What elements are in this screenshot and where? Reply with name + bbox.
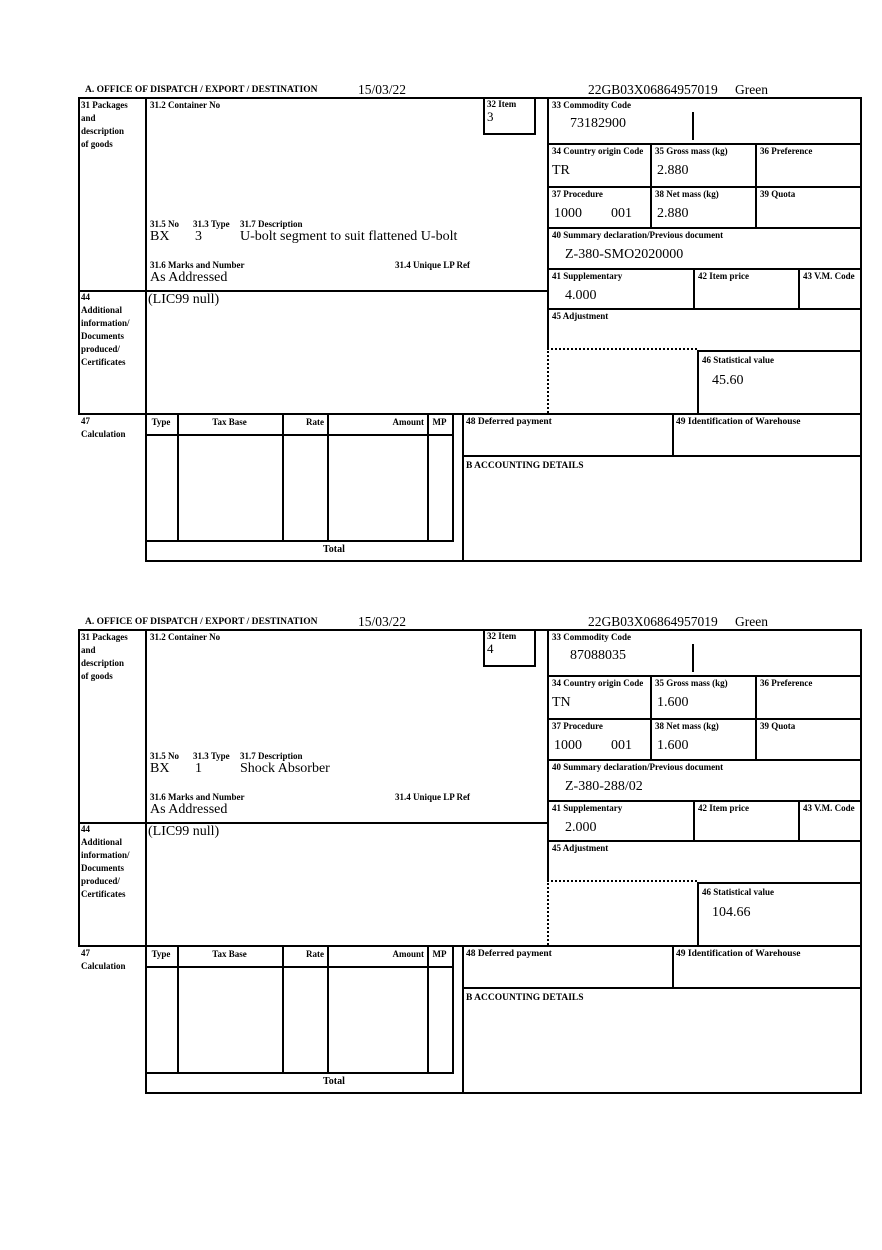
box31-caption: and bbox=[81, 113, 96, 123]
grid-line bbox=[693, 800, 695, 842]
grid-line bbox=[534, 97, 536, 135]
dotted-line bbox=[547, 880, 549, 945]
grid-line bbox=[78, 945, 862, 947]
procedure-ext-value: 001 bbox=[611, 738, 632, 753]
procedure-value: 1000 bbox=[554, 206, 582, 221]
dotted-line bbox=[547, 348, 549, 413]
grid-line bbox=[547, 759, 862, 761]
box31-caption: description bbox=[81, 658, 125, 668]
marks-and-number-value: As Addressed bbox=[150, 270, 228, 285]
grid-line bbox=[547, 186, 862, 188]
packages-no-value: BX bbox=[150, 761, 170, 776]
grid-line bbox=[755, 675, 757, 720]
box47-caption: Calculation bbox=[81, 429, 126, 439]
packages-no-label: 31.5 No bbox=[150, 751, 179, 761]
packages-type-label: 31.3 Type bbox=[193, 751, 230, 761]
net-mass-value: 1.600 bbox=[657, 738, 689, 753]
net-mass-label: 38 Net mass (kg) bbox=[655, 721, 719, 731]
additional-information-value: (LIC99 null) bbox=[148, 292, 220, 307]
column-header-rate: Rate bbox=[306, 949, 324, 959]
box31-caption: of goods bbox=[81, 139, 113, 149]
packages-no-label: 31.5 No bbox=[150, 219, 179, 229]
box44-caption: Documents bbox=[81, 331, 124, 341]
vm-code-label: 43 V.M. Code bbox=[803, 271, 855, 281]
grid-line bbox=[327, 413, 329, 542]
country-origin-label: 34 Country origin Code bbox=[552, 678, 644, 688]
grid-line bbox=[177, 413, 179, 542]
box47-caption: Calculation bbox=[81, 961, 126, 971]
grid-line bbox=[145, 1092, 862, 1094]
box31-caption: and bbox=[81, 645, 96, 655]
box44-caption: Additional bbox=[81, 837, 123, 847]
box44-caption: information/ bbox=[81, 850, 130, 860]
goods-description: U-bolt segment to suit flattened U-bolt bbox=[240, 229, 458, 244]
total-label: Total bbox=[323, 1076, 345, 1087]
grid-line bbox=[177, 945, 179, 1074]
grid-line bbox=[672, 413, 674, 457]
warehouse-id-label: 49 Identification of Warehouse bbox=[676, 949, 801, 959]
unique-lp-ref-label: 31.4 Unique LP Ref bbox=[395, 792, 471, 802]
grid-line bbox=[282, 413, 284, 542]
grid-line bbox=[145, 540, 454, 542]
grid-line bbox=[860, 629, 862, 1094]
grid-line bbox=[672, 945, 674, 989]
grid-line bbox=[755, 186, 757, 229]
grid-line bbox=[145, 966, 454, 968]
item-label: 32 Item bbox=[487, 631, 517, 641]
supplementary-label: 41 Supplementary bbox=[552, 271, 623, 281]
declaration-item-section bbox=[78, 615, 862, 1095]
adjustment-label: 45 Adjustment bbox=[552, 843, 609, 853]
supplementary-label: 41 Supplementary bbox=[552, 803, 623, 813]
grid-line bbox=[462, 455, 862, 457]
grid-line bbox=[483, 97, 485, 135]
net-mass-label: 38 Net mass (kg) bbox=[655, 189, 719, 199]
statistical-value: 104.66 bbox=[712, 905, 751, 920]
movement-reference-number: 22GB03X06864957019 bbox=[588, 82, 718, 97]
box47-caption: 47 bbox=[81, 948, 90, 958]
container-no-label: 31.2 Container No bbox=[150, 100, 221, 110]
packages-type-label: 31.3 Type bbox=[193, 219, 230, 229]
country-origin-value: TR bbox=[552, 163, 570, 178]
country-origin-value: TN bbox=[552, 695, 571, 710]
gross-mass-label: 35 Gross mass (kg) bbox=[655, 146, 728, 156]
grid-line bbox=[860, 97, 862, 562]
commodity-code-value: 87088035 bbox=[570, 648, 626, 663]
box44-caption: information/ bbox=[81, 318, 130, 328]
grid-line bbox=[78, 629, 80, 947]
grid-line bbox=[547, 268, 862, 270]
item-number: 3 bbox=[487, 109, 494, 124]
grid-line bbox=[483, 629, 485, 667]
procedure-value: 1000 bbox=[554, 738, 582, 753]
grid-line bbox=[78, 97, 862, 99]
dotted-line bbox=[547, 348, 697, 350]
grid-line bbox=[78, 413, 862, 415]
container-no-label: 31.2 Container No bbox=[150, 632, 221, 642]
item-price-label: 42 Item price bbox=[698, 803, 749, 813]
warehouse-id-label: 49 Identification of Warehouse bbox=[676, 417, 801, 427]
column-header-mp: MP bbox=[432, 949, 447, 959]
procedure-label: 37 Procedure bbox=[552, 721, 603, 731]
box44-caption: 44 bbox=[81, 292, 90, 302]
supplementary-value: 4.000 bbox=[565, 288, 597, 303]
box31-caption: description bbox=[81, 126, 125, 136]
supplementary-value: 2.000 bbox=[565, 820, 597, 835]
grid-line bbox=[650, 186, 652, 229]
grid-line bbox=[427, 413, 429, 542]
grid-line bbox=[755, 143, 757, 188]
packages-type-value: 3 bbox=[195, 229, 202, 244]
preference-label: 36 Preference bbox=[760, 146, 813, 156]
item-label: 32 Item bbox=[487, 99, 517, 109]
accounting-details-label: B ACCOUNTING DETAILS bbox=[466, 461, 584, 471]
commodity-code-value: 73182900 bbox=[570, 116, 626, 131]
gross-mass-value: 2.880 bbox=[657, 163, 689, 178]
grid-line bbox=[145, 1072, 454, 1074]
grid-line bbox=[755, 718, 757, 761]
gross-mass-value: 1.600 bbox=[657, 695, 689, 710]
grid-line bbox=[534, 629, 536, 667]
grid-line bbox=[427, 945, 429, 1074]
grid-line bbox=[145, 629, 147, 1094]
grid-line bbox=[483, 665, 536, 667]
procedure-ext-value: 001 bbox=[611, 206, 632, 221]
commodity-code-divider bbox=[692, 644, 694, 672]
grid-line bbox=[697, 350, 862, 352]
declaration-date: 15/03/22 bbox=[358, 82, 407, 97]
grid-line bbox=[547, 718, 862, 720]
grid-line bbox=[462, 987, 862, 989]
previous-document-label: 40 Summary declaration/Previous document bbox=[552, 762, 724, 772]
box44-caption: produced/ bbox=[81, 344, 120, 354]
grid-line bbox=[145, 97, 147, 562]
marks-and-number-label: 31.6 Marks and Number bbox=[150, 792, 245, 802]
column-header-type: Type bbox=[151, 417, 171, 427]
grid-line bbox=[798, 268, 800, 310]
item-number: 4 bbox=[487, 641, 494, 656]
grid-line bbox=[697, 882, 862, 884]
grid-line bbox=[697, 350, 699, 413]
vm-code-label: 43 V.M. Code bbox=[803, 803, 855, 813]
previous-document-value: Z-380-SMO2020000 bbox=[565, 247, 684, 262]
box44-caption: Additional bbox=[81, 305, 123, 315]
country-origin-label: 34 Country origin Code bbox=[552, 146, 644, 156]
gross-mass-label: 35 Gross mass (kg) bbox=[655, 678, 728, 688]
additional-information-value: (LIC99 null) bbox=[148, 824, 220, 839]
box47-caption: 47 bbox=[81, 416, 90, 426]
dotted-line bbox=[547, 880, 697, 882]
grid-line bbox=[547, 227, 862, 229]
office-of-dispatch-label: A. OFFICE OF DISPATCH / EXPORT / DESTINATION bbox=[85, 85, 318, 95]
total-label: Total bbox=[323, 544, 345, 555]
deferred-payment-label: 48 Deferred payment bbox=[466, 949, 552, 959]
column-header-tax-base: Tax Base bbox=[212, 949, 247, 959]
commodity-code-label: 33 Commodity Code bbox=[552, 632, 631, 642]
grid-line bbox=[697, 882, 699, 945]
column-header-amount: Amount bbox=[392, 417, 424, 427]
grid-line bbox=[547, 800, 862, 802]
unique-lp-ref-label: 31.4 Unique LP Ref bbox=[395, 260, 471, 270]
marks-and-number-value: As Addressed bbox=[150, 802, 228, 817]
accounting-details-label: B ACCOUNTING DETAILS bbox=[466, 993, 584, 1003]
grid-line bbox=[462, 945, 464, 1094]
grid-line bbox=[145, 560, 862, 562]
commodity-code-label: 33 Commodity Code bbox=[552, 100, 631, 110]
grid-line bbox=[798, 800, 800, 842]
grid-line bbox=[650, 718, 652, 761]
description-label: 31.7 Description bbox=[240, 219, 303, 229]
packages-no-value: BX bbox=[150, 229, 170, 244]
grid-line bbox=[547, 629, 549, 882]
column-header-mp: MP bbox=[432, 417, 447, 427]
quota-label: 39 Quota bbox=[760, 721, 796, 731]
box44-caption: Certificates bbox=[81, 357, 126, 367]
statistical-value: 45.60 bbox=[712, 373, 744, 388]
column-header-amount: Amount bbox=[392, 949, 424, 959]
goods-description: Shock Absorber bbox=[240, 761, 330, 776]
preference-label: 36 Preference bbox=[760, 678, 813, 688]
grid-line bbox=[452, 945, 454, 1074]
grid-line bbox=[693, 268, 695, 310]
statistical-value-label: 46 Statistical value bbox=[702, 355, 774, 365]
grid-line bbox=[78, 97, 80, 415]
grid-line bbox=[483, 133, 536, 135]
grid-line bbox=[78, 629, 862, 631]
grid-line bbox=[547, 143, 862, 145]
column-header-type: Type bbox=[151, 949, 171, 959]
movement-reference-number: 22GB03X06864957019 bbox=[588, 614, 718, 629]
column-header-tax-base: Tax Base bbox=[212, 417, 247, 427]
box44-caption: 44 bbox=[81, 824, 90, 834]
grid-line bbox=[145, 434, 454, 436]
box31-caption: 31 Packages bbox=[81, 100, 128, 110]
routing-status: Green bbox=[735, 614, 768, 629]
office-of-dispatch-label: A. OFFICE OF DISPATCH / EXPORT / DESTINATION bbox=[85, 617, 318, 627]
grid-line bbox=[547, 840, 862, 842]
quota-label: 39 Quota bbox=[760, 189, 796, 199]
marks-and-number-label: 31.6 Marks and Number bbox=[150, 260, 245, 270]
box31-caption: of goods bbox=[81, 671, 113, 681]
statistical-value-label: 46 Statistical value bbox=[702, 887, 774, 897]
net-mass-value: 2.880 bbox=[657, 206, 689, 221]
routing-status: Green bbox=[735, 82, 768, 97]
previous-document-label: 40 Summary declaration/Previous document bbox=[552, 230, 724, 240]
grid-line bbox=[462, 413, 464, 562]
box44-caption: Documents bbox=[81, 863, 124, 873]
commodity-code-divider bbox=[692, 112, 694, 140]
grid-line bbox=[650, 143, 652, 188]
grid-line bbox=[547, 97, 549, 350]
declaration-date: 15/03/22 bbox=[358, 614, 407, 629]
column-header-rate: Rate bbox=[306, 417, 324, 427]
grid-line bbox=[452, 413, 454, 542]
procedure-label: 37 Procedure bbox=[552, 189, 603, 199]
packages-type-value: 1 bbox=[195, 761, 202, 776]
declaration-item-section bbox=[78, 83, 862, 563]
box31-caption: 31 Packages bbox=[81, 632, 128, 642]
grid-line bbox=[282, 945, 284, 1074]
grid-line bbox=[547, 308, 862, 310]
deferred-payment-label: 48 Deferred payment bbox=[466, 417, 552, 427]
grid-line bbox=[650, 675, 652, 720]
box44-caption: Certificates bbox=[81, 889, 126, 899]
box44-caption: produced/ bbox=[81, 876, 120, 886]
previous-document-value: Z-380-288/02 bbox=[565, 779, 643, 794]
adjustment-label: 45 Adjustment bbox=[552, 311, 609, 321]
grid-line bbox=[327, 945, 329, 1074]
description-label: 31.7 Description bbox=[240, 751, 303, 761]
item-price-label: 42 Item price bbox=[698, 271, 749, 281]
grid-line bbox=[547, 675, 862, 677]
